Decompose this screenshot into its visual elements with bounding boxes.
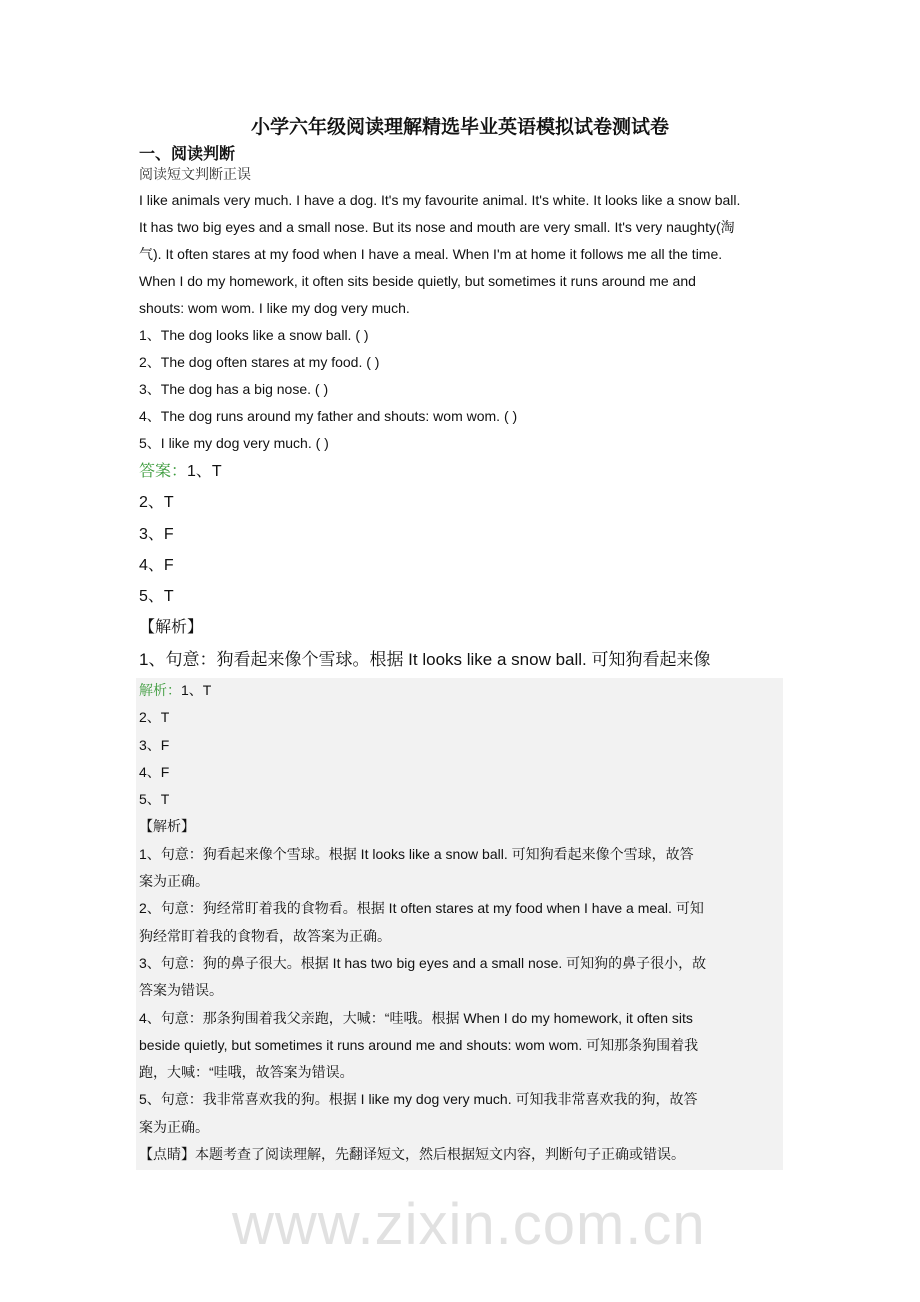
analysis-heading: 【解析】 — [139, 619, 204, 637]
analysis-line: 3、句意：狗的鼻子很大。根据 It has two big eyes and a small nose. 可知狗的鼻子很小，故 — [139, 954, 707, 971]
analysis-label: 解析： — [139, 682, 181, 698]
analysis-line: 狗经常盯着我的食物看，故答案为正确。 — [139, 927, 391, 944]
analysis-line: 案为正确。 — [139, 873, 209, 890]
analysis-line: 2、句意：狗经常盯着我的食物看。根据 It often stares at my food when I have a meal. 可知 — [139, 900, 704, 917]
watermark: www.zixin.com.cn — [232, 1192, 706, 1257]
answer: 3、F — [139, 525, 174, 543]
answer: 3、F — [139, 736, 170, 753]
section-heading: 一、阅读判断 — [139, 144, 236, 163]
answer: 1、T — [187, 463, 222, 480]
page-title: 小学六年级阅读理解精选毕业英语模拟试卷测试卷 — [250, 116, 669, 138]
answer: 1、T — [181, 682, 212, 698]
answer: 4、F — [139, 556, 174, 574]
point-label: 【点睛】 — [139, 1146, 195, 1163]
analysis-line: 1、句意：狗看起来像个雪球。根据 It looks like a snow ball. 可知狗看起来像个雪球，故答 — [139, 845, 694, 862]
analysis-preview: 1、句意：狗看起来像个雪球。根据 It looks like a snow ball. 可知狗看起来像 — [139, 649, 711, 669]
answer: 4、F — [139, 763, 170, 780]
analysis-line: 跑，大喊：“哇哦，故答案为错误。 — [139, 1064, 354, 1081]
question: 1、The dog looks like a snow ball. ( ) — [139, 327, 369, 343]
passage-line: When I do my homework, it often sits beside quietly, but sometimes it runs around me and — [139, 273, 696, 289]
question: 5、I like my dog very much. ( ) — [139, 435, 329, 451]
answer-label: 答案： — [139, 463, 188, 480]
passage — [139, 187, 789, 457]
passage-line: shouts: wom wom. I like my dog very much. — [139, 300, 410, 316]
passage-line: 气). It often stares at my food when I have a meal. When I'm at home it follows me all the time. — [139, 246, 723, 262]
analysis-line: 5、句意：我非常喜欢我的狗。根据 I like my dog very much. 可知我非常喜欢我的狗，故答 — [139, 1091, 698, 1108]
answer: 5、T — [139, 588, 174, 606]
answer: 2、T — [139, 494, 174, 512]
analysis-box-text — [139, 677, 706, 1168]
question: 2、The dog often stares at my food. ( ) — [139, 354, 380, 370]
question: 3、The dog has a big nose. ( ) — [139, 381, 329, 397]
question: 4、The dog runs around my father and shouts: wom wom. ( ) — [139, 408, 518, 424]
answer: 2、T — [139, 709, 170, 726]
analysis-line: beside quietly, but sometimes it runs around me and shouts: wom wom. 可知那条狗围着我 — [139, 1036, 699, 1053]
analysis-line: 案为正确。 — [139, 1118, 209, 1135]
point-text: 本题考查了阅读理解，先翻译短文，然后根据短文内容，判断句子正确或错误。 — [195, 1146, 685, 1163]
passage-line: I like animals very much. I have a dog. It's my favourite animal. It's white. It looks like a snow ball. — [139, 192, 741, 208]
analysis-line: 4、句意：那条狗围着我父亲跑，大喊：“哇哦。根据 When I do my homework, it often sits — [139, 1009, 693, 1026]
passage-line: It has two big eyes and a small nose. But its nose and mouth are very small. It's very naughty(淘 — [139, 219, 735, 235]
analysis-line: 答案为错误。 — [139, 982, 223, 999]
analysis-heading: 【解析】 — [139, 818, 195, 835]
answer: 5、T — [139, 791, 170, 808]
instruction: 阅读短文判断正误 — [139, 167, 251, 183]
answers — [139, 456, 789, 675]
